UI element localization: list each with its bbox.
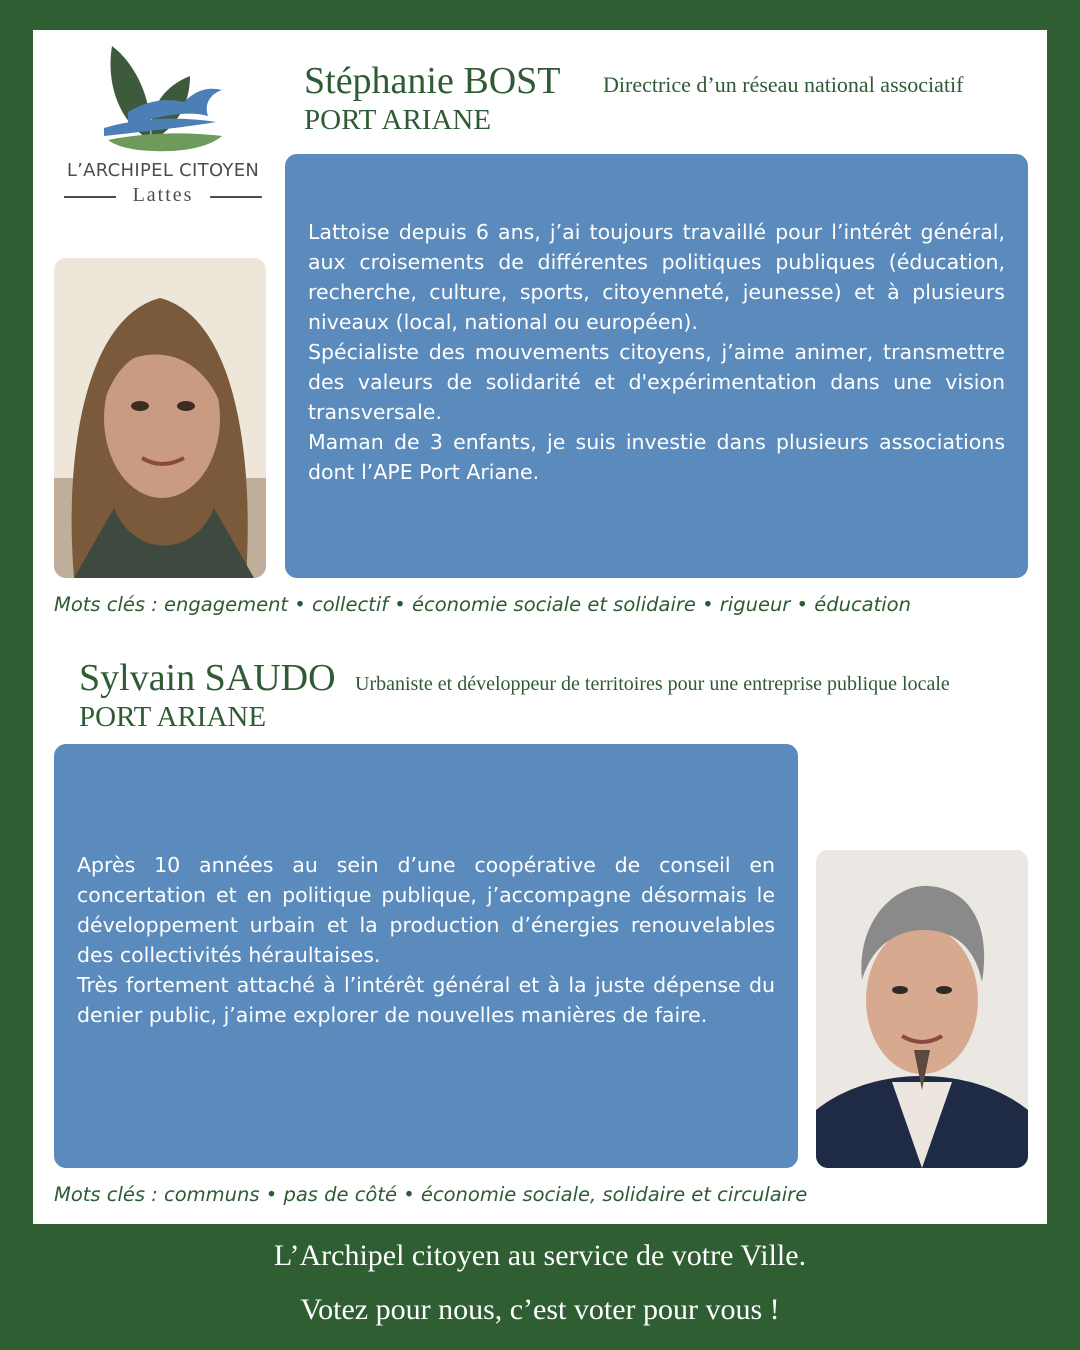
candidate-1-bio-paragraph: Maman de 3 enfants, je suis investie dans plusieurs associations dont l’APE Port Ariane. <box>308 430 1005 484</box>
logo-city: Lattes <box>132 184 194 206</box>
candidate-2-bio-paragraph: Après 10 années au sein d’une coopérative de conseil en concertation et en politique publique, j’accompagne désormais le développement urbain et la production d’énergies renouvelables des collectivités héraultaises. <box>77 853 775 967</box>
candidate-2-bio-box <box>54 744 798 1168</box>
candidate-1-photo <box>54 258 266 578</box>
candidate-1-name: Stéphanie BOST <box>304 60 561 102</box>
candidate-1-bio-box <box>285 154 1028 578</box>
candidate-2-photo <box>816 850 1028 1168</box>
candidate-1-bio-paragraph: Spécialiste des mouvements citoyens, j’aime animer, transmettre des valeurs de solidarité et d'expérimentation dans une vision transversale. <box>308 340 1005 424</box>
candidate-1-role: Directrice d’un réseau national associatif <box>603 72 964 97</box>
candidate-2-role: Urbaniste et développeur de territoires pour une entreprise publique locale <box>355 673 950 695</box>
logo <box>58 42 268 212</box>
logo-rule-right <box>210 196 262 198</box>
candidate-2-bio-paragraph: Très fortement attaché à l’intérêt général et à la juste dépense du denier public, j’aime explorer de nouvelles manières de faire. <box>77 973 775 1027</box>
footer-slogan-line-1: L’Archipel citoyen au service de votre Ville. <box>273 1239 807 1272</box>
candidate-1-location: PORT ARIANE <box>304 104 492 136</box>
candidate-2-keywords: Mots clés : communs • pas de côté • économie sociale, solidaire et circulaire <box>54 1183 808 1206</box>
footer-slogan-line-2: Votez pour nous, c’est voter pour vous ! <box>300 1293 780 1326</box>
candidate-2-location: PORT ARIANE <box>79 701 267 733</box>
candidate-1-bio-paragraph: Lattoise depuis 6 ans, j’ai toujours travaillé pour l’intérêt général, aux croisements de différentes politiques publiques (éducation, recherche, culture, sports, citoyenneté, jeunesse) et à plusieurs niveaux (local, national ou européen). <box>308 220 1005 334</box>
logo-title: L’ARCHIPEL CITOYEN <box>66 160 260 181</box>
candidate-2-name: Sylvain SAUDO <box>79 657 336 699</box>
candidate-1-keywords: Mots clés : engagement • collectif • économie sociale et solidaire • rigueur • éducation <box>54 593 911 616</box>
leaf-wave-logo-icon <box>98 42 228 154</box>
